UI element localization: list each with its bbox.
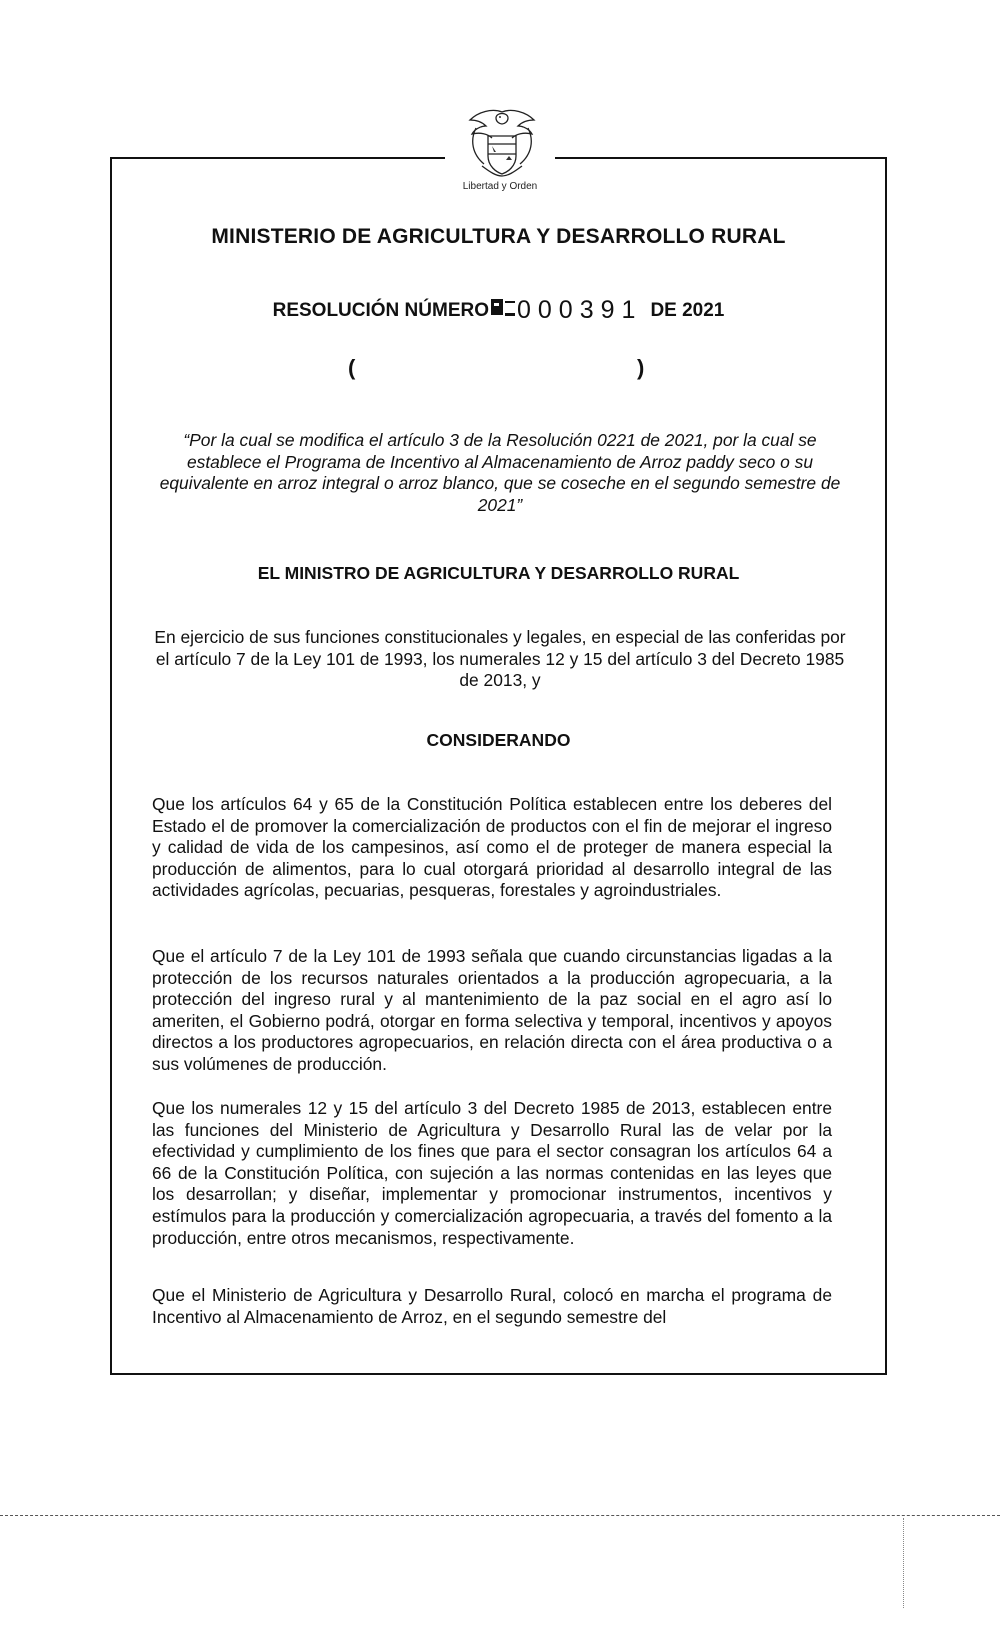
minister-heading: EL MINISTRO DE AGRICULTURA Y DESARROLLO RURAL — [257, 563, 740, 583]
considerando-heading: CONSIDERANDO — [426, 730, 571, 750]
considerando-paragraph: Que los numerales 12 y 15 del artículo 3 del Decreto 1985 de 2013, establecen entre las funciones del Ministerio de Agricultura y Desarrollo Rural las de velar por la efectividad y cumplimiento de los fines que para el sector consagran los artículos 64 a 66 de la Constitución Política, con sujeción a las normas contenidas en las leyes que los desarrollan; y diseñar, implementar y promocionar instrumentos, incentivos y estímulos para la producción y comercialización agropecuaria, a través del fomento a la producción, entre otros mecanismos, respectivamente. — [152, 1098, 832, 1248]
considerando-paragraph: Que el Ministerio de Agricultura y Desarrollo Rural, colocó en marcha el programa de Incentivo al Almacenamiento de Arroz, en el segundo semestre del — [152, 1285, 832, 1327]
ministry-heading: MINISTERIO DE AGRICULTURA Y DESARROLLO RURAL — [211, 225, 786, 248]
scan-artifact-line — [0, 1515, 1000, 1517]
resolution-year: DE 2021 — [650, 300, 725, 321]
resolution-number-line — [110, 296, 887, 325]
resolution-number: 000391 — [517, 296, 643, 324]
resolution-prefix: RESOLUCIÓN NÚMERO — [272, 300, 489, 321]
national-motto: Libertad y Orden — [462, 181, 538, 192]
date-paren-open: ( — [348, 355, 356, 380]
preamble-text: En ejercicio de sus funciones constitucionales y legales, en especial de las conferidas por el artículo 7 de la Ley 101 de 1993, los numerales 12 y 15 del artículo 3 del Decreto 1985 de 2013, y — [154, 627, 846, 691]
coat-of-arms-icon — [462, 106, 542, 182]
considerando-paragraph: Que los artículos 64 y 65 de la Constitución Política establecen entre los deberes del Estado el de promover la comercialización de productos con el fin de mejorar el ingreso y calidad de vida de los campesinos, así como el de proteger de manera especial la producción de alimentos, para lo cual otorgará prioridad al desarrollo integral de las actividades agrícolas, pecuarias, pesqueras, forestales y agroindustriales. — [152, 794, 832, 901]
considerando-paragraph: Que el artículo 7 de la Ley 101 de 1993 señala que cuando circunstancias ligadas a la protección de los recursos naturales orientados a la producción agropecuaria, a la protección del ingreso rural y al mantenimiento de la paz social en el agro así lo ameriten, el Gobierno podrá, otorgar en forma selectiva y temporal, incentivos y apoyos directos a los productores agropecuarios, en relación directa con el área productiva o a sus volúmenes de producción. — [152, 946, 832, 1074]
resolution-title: “Por la cual se modifica el artículo 3 de la Resolución 0221 de 2021, por la cual se establece el Programa de Incentivo al Almacenamiento de Arroz paddy seco o su equivalente en arroz integral o arroz blanco, que se coseche en el segundo semestre de 2021” — [159, 430, 841, 515]
scan-artifact-line — [903, 1518, 904, 1608]
date-paren-close: ) — [637, 355, 645, 380]
stamp-mark-icon — [489, 297, 517, 319]
